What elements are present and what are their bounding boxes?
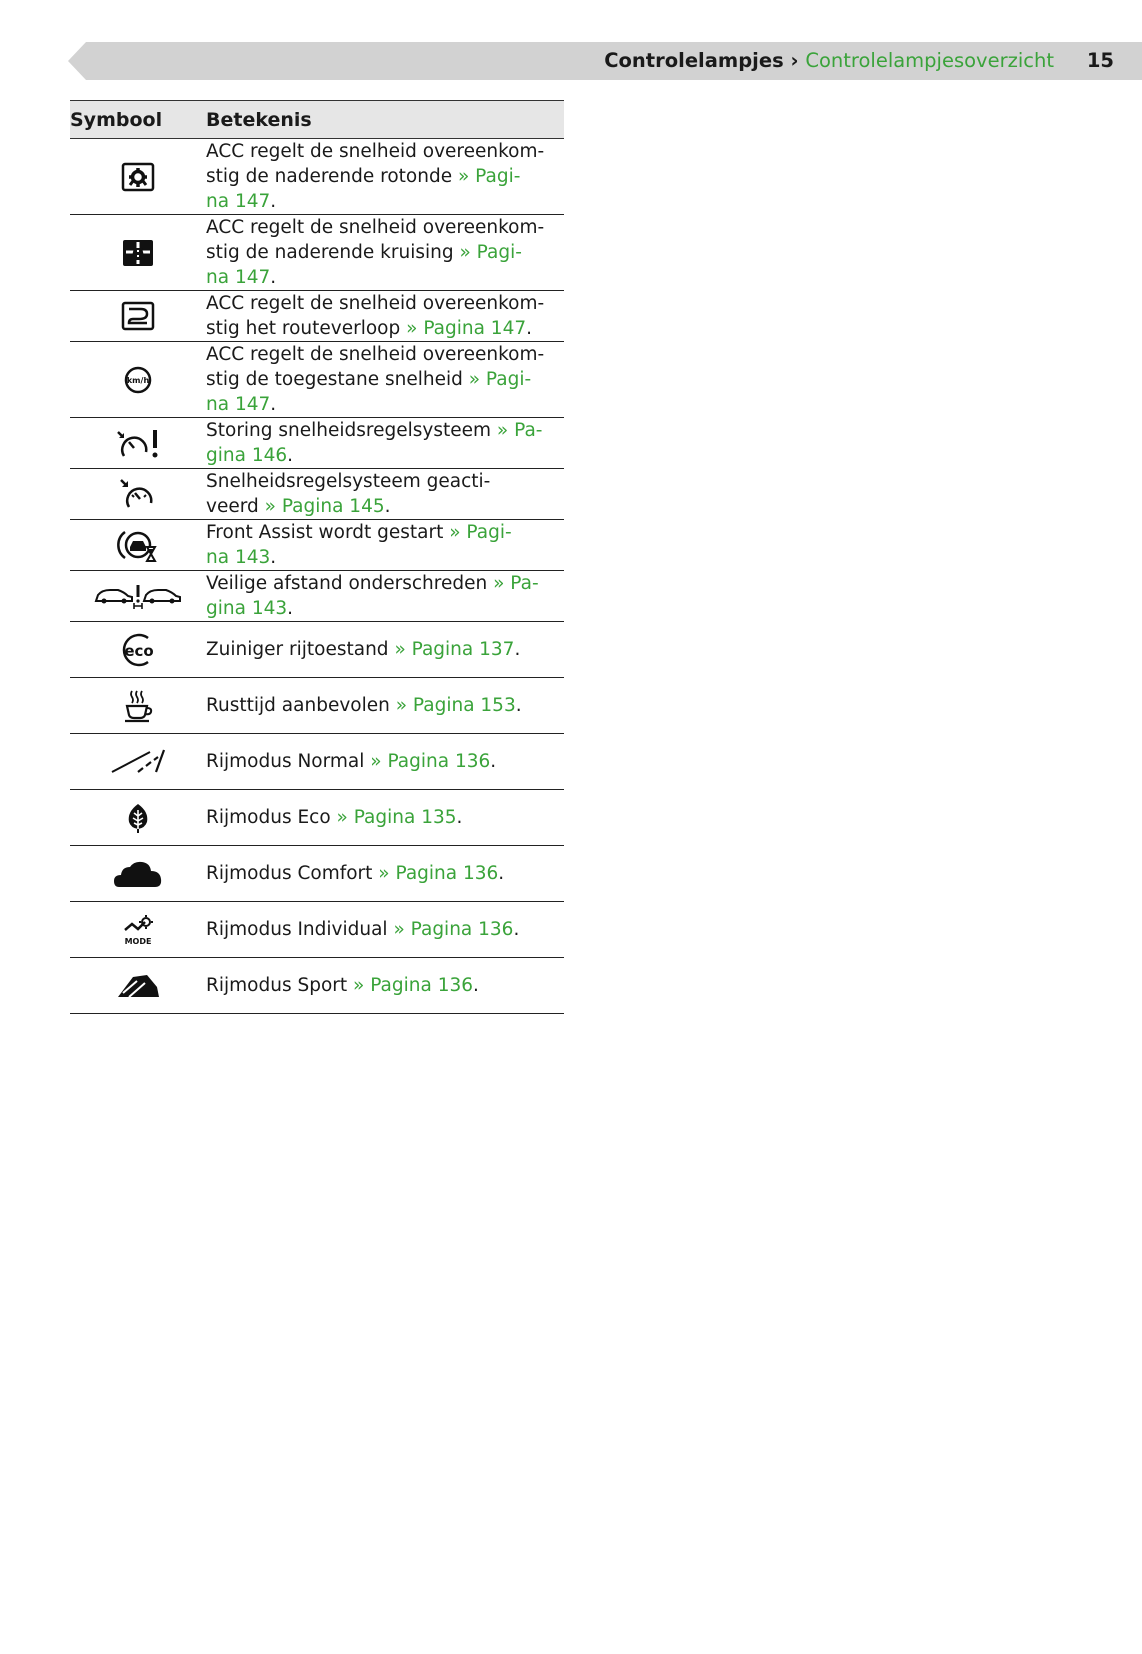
meaning-text: Storing snelheidsregelsysteem [206,420,497,441]
mode-comfort-cloud-icon [113,859,163,889]
table-row [70,846,564,902]
column-header-symbol: Symbool [70,101,206,139]
meaning-text: stig het routeverloop [206,318,407,339]
period: . [526,318,533,339]
meaning-cell [206,291,564,342]
meaning-cell [206,342,564,418]
meaning-text: ACC regelt de snelheid overeenkom- [206,217,545,238]
page-link[interactable]: na 147 [206,394,271,415]
symbol-cell [70,790,206,846]
mode-eco-leaf-icon [125,802,151,834]
page-link[interactable]: » Pagina 136 [378,863,499,884]
breadcrumb-separator: › [783,49,806,72]
mode-individual-icon [121,914,155,946]
page-link[interactable]: » Pagi- [457,166,521,187]
page-link[interactable]: na 143 [206,547,271,568]
table-row [70,342,564,418]
meaning-text: Rijmodus Comfort [206,863,379,884]
meaning-text: veerd [206,496,265,517]
meaning-text: Rijmodus Eco [206,807,337,828]
table-header-row [70,101,564,139]
period: . [473,975,479,996]
symbol-cell [70,958,206,1014]
page-link[interactable]: » Pagi- [468,369,532,390]
meaning-cell [206,520,564,571]
table-row [70,418,564,469]
page-link[interactable]: gina 146 [206,445,288,466]
period: . [514,639,521,660]
table-row [70,469,564,520]
meaning-text: stig de naderende kruising [206,242,460,263]
table-row [70,215,564,291]
period: . [270,267,277,288]
page-link[interactable]: » Pagina 135 [336,807,457,828]
roundabout-icon [121,162,155,192]
symbol-cell [70,418,206,469]
page-link[interactable]: » Pagi- [449,522,512,543]
symbol-cell [70,846,206,902]
page-number: 15 [1086,49,1114,72]
table-row [70,571,564,622]
page-link[interactable]: na 147 [206,267,271,288]
breadcrumb-section: Controlelampjes [604,49,784,72]
meaning-text: stig de toegestane snelheid [206,369,469,390]
page-link[interactable]: » Pagina 145 [264,496,385,517]
meaning-text: ACC regelt de snelheid overeenkom- [206,141,545,162]
page-link[interactable]: » Pagina 153 [395,695,516,716]
page-link[interactable]: » Pagina 137 [394,639,515,660]
table-row [70,678,564,734]
breadcrumb [604,47,1054,75]
symbol-cell [70,622,206,678]
page-link[interactable]: » Pa- [496,420,543,441]
cruise-control-fault-icon [115,426,161,460]
meaning-cell [206,678,564,734]
period: . [490,751,497,772]
meaning-cell [206,622,564,678]
meaning-text: Zuiniger rijtoestand [206,639,395,660]
meaning-cell [206,902,564,958]
page-link[interactable]: na 147 [206,191,271,212]
mode-sport-icon [115,971,161,1001]
symbol-cell [70,902,206,958]
table-row [70,790,564,846]
meaning-text: stig de naderende rotonde [206,166,458,187]
warning-lights-table [70,100,564,1014]
table-row [70,622,564,678]
column-header-meaning: Betekenis [206,101,564,139]
meaning-cell [206,215,564,291]
meaning-cell [206,418,564,469]
distance-warning-icon [94,581,182,611]
page-link[interactable]: » Pagina 136 [353,975,474,996]
period: . [287,445,294,466]
symbol-cell [70,342,206,418]
page-link[interactable]: » Pagina 136 [370,751,491,772]
symbol-cell [70,469,206,520]
symbol-cell [70,520,206,571]
meaning-cell [206,734,564,790]
meaning-text: Rusttijd aanbevolen [206,695,396,716]
table-row [70,958,564,1014]
period: . [384,496,391,517]
period: . [456,807,463,828]
intersection-icon [121,238,155,268]
front-assist-starting-icon [117,527,159,563]
page-link[interactable]: gina 143 [206,598,288,619]
meaning-cell [206,469,564,520]
symbol-cell [70,139,206,215]
cruise-control-active-icon [118,477,158,511]
meaning-text: Rijmodus Individual [206,919,394,940]
coffee-cup-icon [122,688,154,724]
page-link[interactable]: » Pagi- [459,242,522,263]
period: . [270,191,277,212]
period: . [287,598,294,619]
mode-icon-text: MODE [124,936,152,946]
mode-normal-road-icon [110,748,166,776]
meaning-text: ACC regelt de snelheid overeenkom- [206,293,545,314]
meaning-text: Snelheidsregelsysteem geacti- [206,471,491,492]
meaning-text: Rijmodus Sport [206,975,354,996]
table-row [70,902,564,958]
symbol-cell [70,678,206,734]
symbol-cell [70,571,206,622]
meaning-text: Front Assist wordt gestart [206,522,450,543]
table-row [70,734,564,790]
route-curve-icon [121,301,155,331]
table-row [70,520,564,571]
eco-icon [118,632,158,668]
period: . [498,863,505,884]
symbol-cell [70,215,206,291]
meaning-cell [206,571,564,622]
table-row [70,139,564,215]
symbol-cell [70,734,206,790]
page-link[interactable]: » Pagina 136 [393,919,514,940]
meaning-cell [206,846,564,902]
eco-icon-text: eco [124,641,154,660]
speed-limit-kmh-icon [123,365,153,395]
page-link[interactable]: » Pa- [493,573,539,594]
meaning-cell [206,958,564,1014]
breadcrumb-subsection[interactable]: Controlelampjesoverzicht [805,49,1054,72]
meaning-cell [206,790,564,846]
kmh-icon-text: km/h [126,375,150,385]
page-link[interactable]: » Pagina 147 [406,318,527,339]
period: . [270,547,277,568]
symbol-cell [70,291,206,342]
meaning-text: ACC regelt de snelheid overeenkom- [206,344,545,365]
period: . [513,919,520,940]
meaning-text: Veilige afstand onderschreden [206,573,494,594]
period: . [270,394,277,415]
meaning-cell [206,139,564,215]
period: . [515,695,522,716]
table-row [70,291,564,342]
meaning-text: Rijmodus Normal [206,751,371,772]
